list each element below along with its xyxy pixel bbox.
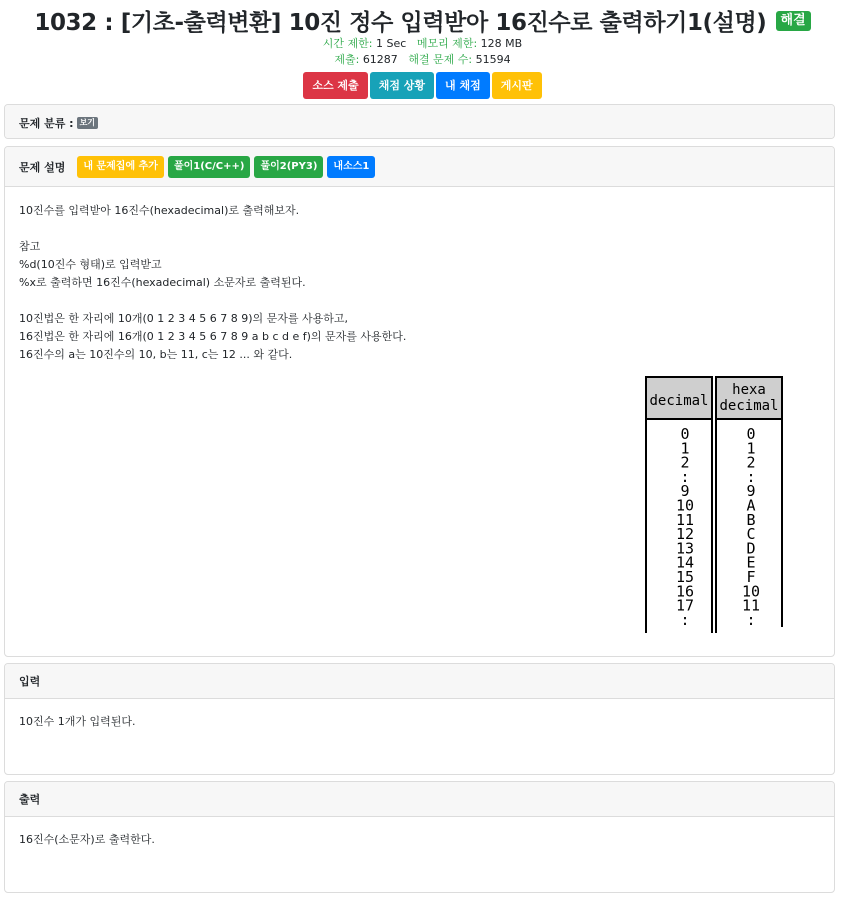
output-header bbox=[5, 782, 834, 817]
title-row bbox=[0, 4, 845, 37]
limits-line bbox=[0, 37, 845, 51]
solved-badge: 해결 bbox=[776, 11, 811, 31]
decimal-value: 15 bbox=[675, 568, 695, 586]
hex-value: 10 bbox=[741, 582, 761, 601]
decimal-value: 12 bbox=[675, 525, 695, 544]
output-body bbox=[5, 817, 834, 849]
output-card bbox=[4, 781, 835, 893]
description-header bbox=[5, 147, 834, 187]
judge-status-button[interactable]: 채점 상황 bbox=[370, 72, 434, 99]
classification-label: 문제 분류 : bbox=[19, 116, 74, 130]
decimal-column bbox=[676, 425, 694, 629]
page-title: 1032 : [기초-출력변환] 10진 정수 입력받아 16진수로 출력하기1(설명) bbox=[34, 10, 767, 36]
time-limit-value: 1 Sec bbox=[376, 37, 407, 50]
submissions-label: 제출: bbox=[334, 53, 360, 66]
description-line bbox=[19, 292, 820, 310]
solved-count-value: 51594 bbox=[475, 53, 511, 66]
input-body bbox=[5, 699, 834, 731]
decimal-value: 17 bbox=[675, 596, 695, 615]
classification-header bbox=[5, 105, 834, 139]
description-line: 10진법은 한 자리에 10개(0 1 2 3 4 5 6 7 8 9)의 문자를 사용하고, bbox=[19, 312, 349, 325]
hex-value: 0 bbox=[746, 425, 756, 443]
solution-py-button[interactable]: 풀이2(PY3) bbox=[254, 156, 323, 178]
description-line bbox=[19, 220, 820, 238]
input-header bbox=[5, 664, 834, 699]
hex-value: C bbox=[746, 525, 756, 544]
hex-value: 2 bbox=[746, 453, 756, 472]
hex-column bbox=[742, 425, 760, 629]
hex-value: 1 bbox=[746, 439, 756, 458]
description-body bbox=[5, 187, 834, 364]
decimal-value: 16 bbox=[675, 582, 695, 601]
time-limit-label: 시간 제한: bbox=[322, 37, 373, 50]
hex-value: F bbox=[746, 568, 756, 586]
submissions-value: 61287 bbox=[362, 53, 398, 66]
solved-count-label: 해결 문제 수: bbox=[408, 53, 473, 66]
description-line: %d(10진수 형태)로 입력받고 bbox=[19, 258, 162, 271]
description-line: 16진수의 a는 10진수의 10, b는 11, c는 12 ... 와 같다. bbox=[19, 348, 293, 361]
hex-value: B bbox=[746, 510, 756, 529]
my-submissions-button[interactable]: 내 채점 bbox=[436, 72, 490, 99]
input-text: 10진수 1개가 입력된다. bbox=[19, 715, 136, 728]
decimal-hex-illustration bbox=[643, 375, 791, 637]
hex-header-text-1: hexa bbox=[732, 382, 766, 398]
description-line: %x로 출력하면 16진수(hexadecimal) 소문자로 출력된다. bbox=[19, 276, 306, 289]
output-label: 출력 bbox=[19, 793, 41, 806]
solution-c-button[interactable]: 풀이1(C/C++) bbox=[168, 156, 251, 178]
decimal-value: : bbox=[680, 610, 690, 629]
hex-value: D bbox=[746, 539, 756, 558]
decimal-value: 0 bbox=[680, 425, 690, 443]
my-source-button[interactable]: 내소스1 bbox=[327, 156, 375, 178]
hex-value: : bbox=[746, 467, 756, 486]
decimal-value: 10 bbox=[675, 496, 695, 515]
hex-value: E bbox=[746, 553, 756, 572]
decimal-value: 2 bbox=[680, 453, 690, 472]
decimal-value: 1 bbox=[680, 439, 690, 458]
decimal-value: 9 bbox=[680, 482, 690, 501]
classification-view-badge[interactable]: 보기 bbox=[77, 117, 98, 129]
hex-value: A bbox=[746, 496, 756, 515]
decimal-value: 13 bbox=[675, 539, 695, 558]
decimal-value: : bbox=[680, 467, 690, 486]
hex-value: 11 bbox=[741, 596, 761, 615]
output-text: 16진수(소문자)로 출력한다. bbox=[19, 833, 155, 846]
memory-limit-value: 128 MB bbox=[480, 37, 523, 50]
input-card bbox=[4, 663, 835, 775]
submit-source-button[interactable]: 소스 제출 bbox=[303, 72, 367, 99]
memory-limit-label: 메모리 제한: bbox=[416, 37, 478, 50]
input-label: 입력 bbox=[19, 675, 41, 688]
description-card bbox=[4, 146, 835, 657]
classification-card bbox=[4, 104, 835, 139]
description-line: 16진법은 한 자리에 16개(0 1 2 3 4 5 6 7 8 9 a b c d e f)의 문자를 사용한다. bbox=[19, 330, 407, 343]
add-to-problemset-button[interactable]: 내 문제집에 추가 bbox=[77, 156, 164, 178]
description-label: 문제 설명 bbox=[19, 160, 66, 174]
decimal-header-text: decimal bbox=[649, 393, 709, 409]
description-line: 10진수를 입력받아 16진수(hexadecimal)로 출력해보자. bbox=[19, 204, 300, 217]
stats-line bbox=[0, 53, 845, 67]
decimal-value: 11 bbox=[675, 510, 695, 529]
hex-value: 9 bbox=[746, 482, 756, 501]
description-line: 참고 bbox=[19, 240, 41, 253]
hex-header-text-2: decimal bbox=[719, 398, 779, 414]
decimal-value: 14 bbox=[675, 553, 695, 572]
board-button[interactable]: 게시판 bbox=[492, 72, 542, 99]
action-buttons bbox=[0, 72, 845, 99]
hex-value: : bbox=[746, 610, 756, 629]
